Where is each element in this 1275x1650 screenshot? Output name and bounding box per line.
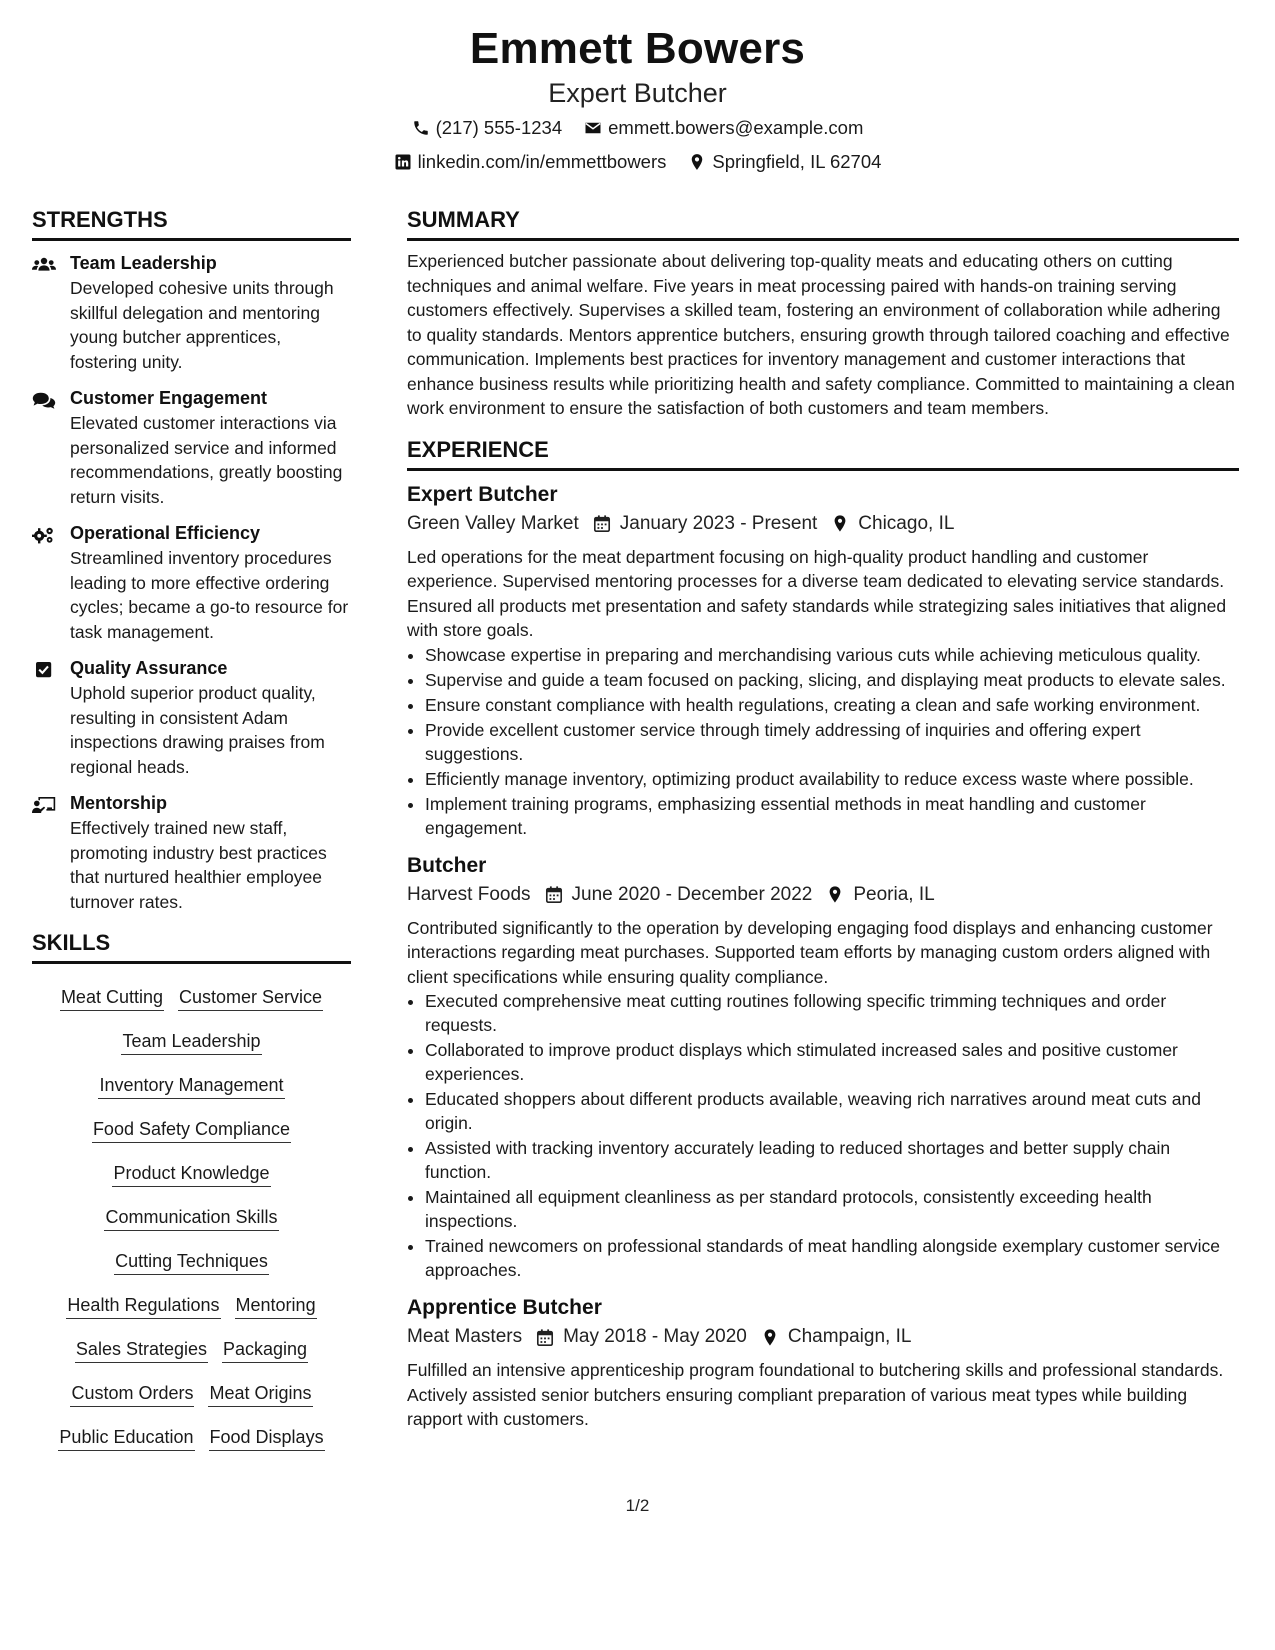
linkedin-text[interactable]: linkedin.com/in/emmettbowers xyxy=(417,151,667,172)
strength-title: Quality Assurance xyxy=(70,658,228,678)
contact-row-2 xyxy=(0,146,1275,178)
job-entry xyxy=(407,1294,1239,1432)
bullet-item: • Maintained all equipment cleanliness as per standard protocols, consistently exceeding health inspections. xyxy=(425,1185,1239,1233)
job-title: Expert Butcher xyxy=(407,482,558,506)
strength-desc: Uphold superior product quality, resulting in consistent Adam inspections drawing praises from regional heads. xyxy=(70,683,325,777)
calendar-icon xyxy=(593,514,611,533)
contact-row-1 xyxy=(0,112,1275,144)
skill-tag: Customer Service xyxy=(178,984,323,1011)
strength-title: Mentorship xyxy=(70,793,167,813)
job-dates: June 2020 - December 2022 xyxy=(571,883,813,905)
location-contact xyxy=(688,146,881,178)
job-meta xyxy=(407,880,1239,910)
job-description: Led operations for the meat department focusing on high-quality product handling and customer experience. Supervised mentoring processes for a diverse team dedicated to elevating service standards. Ensured all products met presentation and safety standards while strategizing sales initiatives that aligned with store goals. xyxy=(407,546,1227,640)
bullet-item: • Educated shoppers about different products available, weaving rich narratives around meat cuts and origin. xyxy=(425,1087,1239,1135)
resume-body xyxy=(32,205,1243,1462)
envelope-icon xyxy=(584,119,602,137)
skill-tag: Packaging xyxy=(222,1336,308,1363)
skills-heading: SKILLS xyxy=(32,928,351,964)
strength-item xyxy=(32,791,351,914)
candidate-title: Expert Butcher xyxy=(548,78,727,108)
bullet-item: • Assisted with tracking inventory accurately leading to reduced shortages and better supply chain function. xyxy=(425,1136,1239,1184)
skill-tag: Food Displays xyxy=(209,1424,325,1451)
skill-tag: Custom Orders xyxy=(70,1380,194,1407)
bullet-item: • Trained newcomers on professional standards of meat handling alongside exemplary customer service approaches. xyxy=(425,1234,1239,1282)
bullet-item: • Provide excellent customer service through timely addressing of inquiries and offering expert suggestions. xyxy=(425,718,1239,766)
job-description: Contributed significantly to the operation by developing engaging food displays and enhancing customer interactions regarding meat purchases. Supported team efforts by managing custom orders aligned with client specifications while ensuring quality compliance. xyxy=(407,917,1213,987)
linkedin-icon xyxy=(394,153,412,171)
skill-tag: Mentoring xyxy=(235,1292,317,1319)
job-bullets xyxy=(407,643,1239,840)
users-icon xyxy=(32,255,56,275)
bullet-item: • Efficiently manage inventory, optimizing product availability to reduce excess waste where possible. xyxy=(425,767,1239,791)
skills-list xyxy=(32,974,351,1462)
job-location: Champaign, IL xyxy=(787,1326,912,1347)
job-dates: January 2023 - Present xyxy=(619,512,818,534)
right-column xyxy=(407,205,1239,1462)
candidate-name: Emmett Bowers xyxy=(469,24,806,73)
job-title: Apprentice Butcher xyxy=(407,1296,602,1319)
strength-desc: Developed cohesive units through skillful delegation and mentoring young butcher apprentices, fostering unity. xyxy=(70,278,334,372)
strength-title: Customer Engagement xyxy=(70,388,268,408)
skill-tag: Health Regulations xyxy=(66,1292,220,1319)
summary-heading: SUMMARY xyxy=(407,205,1239,241)
phone-text[interactable]: (217) 555-1234 xyxy=(435,117,563,138)
strength-title: Team Leadership xyxy=(70,253,217,273)
bullet-item: • Ensure constant compliance with health regulations, creating a clean and safe working environment. xyxy=(425,693,1239,717)
email-text[interactable]: emmett.bowers@example.com xyxy=(608,117,864,138)
skill-tag: Meat Origins xyxy=(208,1380,312,1407)
skill-tag: Team Leadership xyxy=(121,1028,261,1055)
checkbox-icon xyxy=(32,660,56,680)
linkedin-contact xyxy=(394,146,667,178)
map-pin-icon xyxy=(688,153,706,171)
email-contact xyxy=(584,112,863,144)
strengths-heading: STRENGTHS xyxy=(32,205,351,241)
experience-heading: EXPERIENCE xyxy=(407,435,1239,471)
strength-item xyxy=(32,386,351,509)
job-location: Peoria, IL xyxy=(853,883,935,905)
job-description: Fulfilled an intensive apprenticeship program foundational to butchering skills and professional standards. Actively assisted senior butchers ensuring compliant preparation of various meat types while building rapport with customers. xyxy=(407,1360,1224,1429)
skill-tag: Meat Cutting xyxy=(60,984,164,1011)
strength-item xyxy=(32,656,351,779)
skill-tag: Product Knowledge xyxy=(112,1160,270,1187)
cogs-icon xyxy=(32,525,56,545)
location-text: Springfield, IL 62704 xyxy=(712,151,882,172)
map-pin-icon xyxy=(826,885,844,904)
strength-desc: Effectively trained new staff, promoting industry best practices that nurtured healthier employee turnover rates. xyxy=(70,818,327,912)
map-pin-icon xyxy=(761,1328,779,1347)
calendar-icon xyxy=(536,1328,554,1347)
resume-header xyxy=(0,0,1275,178)
map-pin-icon xyxy=(831,514,849,533)
job-company: Meat Masters xyxy=(407,1326,523,1347)
job-location: Chicago, IL xyxy=(858,512,955,534)
strength-desc: Elevated customer interactions via personalized service and informed recommendations, greatly boosting return visits. xyxy=(70,413,343,507)
bullet-item: • Implement training programs, emphasizing essential methods in meat handling and customer engagement. xyxy=(425,792,1239,840)
job-company: Harvest Foods xyxy=(407,883,531,905)
job-dates: May 2018 - May 2020 xyxy=(563,1326,747,1347)
job-bullets xyxy=(407,989,1239,1282)
phone-contact xyxy=(412,112,563,144)
strength-item xyxy=(32,251,351,374)
phone-icon xyxy=(412,119,430,137)
strength-desc: Streamlined inventory procedures leading to more effective ordering cycles; became a go-to resource for task management. xyxy=(70,548,349,642)
skill-tag: Inventory Management xyxy=(98,1072,284,1099)
skill-tag: Sales Strategies xyxy=(75,1336,208,1363)
skill-tag: Public Education xyxy=(58,1424,194,1451)
skill-tag: Cutting Techniques xyxy=(114,1248,269,1275)
calendar-icon xyxy=(545,885,563,904)
chalkboard-teacher-icon xyxy=(32,795,56,815)
summary-text: Experienced butcher passionate about delivering top-quality meats and educating others on cutting techniques and animal welfare. Five years in meat processing paired with hands-on training serving customers effectively. Supervises a skilled team, fostering an environment of collaboration while adhering to quality standards. Mentors apprentice butchers, ensuring growth through tailored coaching and effective communication. Implements best practices for inventory management and customer interactions that enhance business results while prioritizing health and safety compliance. Committed to maintaining a clean work environment to ensure the satisfaction of both customers and team members. xyxy=(407,251,1235,418)
job-meta xyxy=(407,1322,1239,1352)
skill-tag: Communication Skills xyxy=(104,1204,278,1231)
bullet-item: • Showcase expertise in preparing and merchandising various cuts while achieving meticulous quality. xyxy=(425,643,1239,667)
job-entry xyxy=(407,481,1239,840)
skill-tag: Food Safety Compliance xyxy=(92,1116,291,1143)
left-column xyxy=(32,205,351,1462)
page-number: 1/2 xyxy=(625,1496,650,1515)
job-entry xyxy=(407,852,1239,1283)
bullet-item: • Executed comprehensive meat cutting routines following specific trimming techniques and order requests. xyxy=(425,989,1239,1037)
comments-icon xyxy=(32,390,56,410)
bullet-item: • Supervise and guide a team focused on packing, slicing, and displaying meat products to elevate sales. xyxy=(425,668,1239,692)
bullet-item: • Collaborated to improve product displays which stimulated increased sales and positive customer experiences. xyxy=(425,1038,1239,1086)
job-company: Green Valley Market xyxy=(407,512,579,534)
job-meta xyxy=(407,509,1239,539)
job-title: Butcher xyxy=(407,853,487,877)
strength-title: Operational Efficiency xyxy=(70,523,261,543)
strength-item xyxy=(32,521,351,644)
